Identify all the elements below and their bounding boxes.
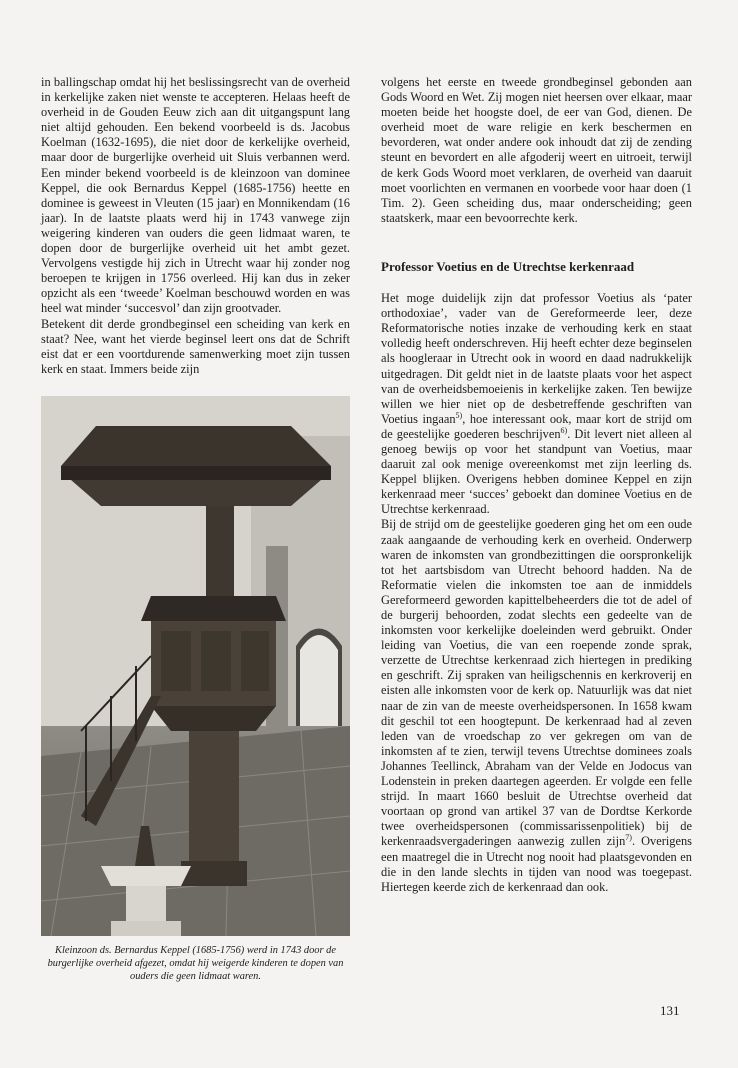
paragraph-text: . Dit levert niet alleen al genoeg bewijs op voor het standpunt van Voetius, maar daaruit zal ook menige overeenkomst met zijn leerling ds. Keppel blijken. Overigens hebben dominee Keppel en zijn kerkenraad meer ‘succes’ geboekt dan dominee Voetius en de Utrechtse kerkenraad.	[381, 426, 692, 517]
right-column	[381, 75, 692, 895]
paragraph-text: , hoe interessant ook, maar kort de strijd om de geestelijke goederen beschrijven	[381, 411, 692, 441]
body-paragraph	[381, 517, 692, 894]
footnote-marker: 7)	[625, 833, 632, 843]
page-number: 131	[660, 1003, 680, 1018]
footnote-marker: 5)	[455, 410, 463, 420]
figure-caption: Kleinzoon ds. Bernardus Keppel (1685-1756) werd in 1743 door de burgerlijke overheid afgezet, omdat hij weigerde kinderen te dopen van ouders die geen lidmaat waren.	[47, 945, 344, 983]
pulpit-photo	[41, 396, 350, 936]
body-paragraph: in ballingschap omdat hij het beslissingsrecht van de overheid in kerkelijke zaken niet wenste te accepteren. Helaas heeft de overheid in de Gouden Eeuw zich aan dit uitgangspunt lang niet altijd gehouden. Een bekend voorbeeld is ds. Jacobus Koelman (1632-1695), die niet door de kerkelijke overheid, maar door de burgerlijke overheid uit Sluis verbannen werd. Een minder bekend voorbeeld is de kleinzoon van dominee Keppel, die ook Bernardus Keppel (1685-1756) heette en dominee is geweest in Vleuten (15 jaar) en Monnikendam (16 jaar). In de laatste plaats werd hij in 1743 vanwege zijn weigering kinderen van ouders die geen lidmaat waren, te dopen door de burgerlijke overheid uit het ambt gezet. Vervolgens vestigde hij zich in Utrecht waar hij zonder nog beroepen te krijgen in 1756 overleed. Hij kan dus in zeker opzicht als een ‘tweede’ Koelman beschouwd worden en was heel wat minder ‘succesvol’ dan zijn grootvader.	[41, 75, 350, 316]
body-paragraph	[381, 291, 692, 517]
pulpit-illustration	[41, 396, 350, 936]
body-paragraph: Betekent dit derde grondbeginsel een scheiding van kerk en staat? Nee, want het vierde beginsel leert ons dat de Schrift eist dat er een voortdurende samenwerking moet zijn tussen kerk en staat. Immers beide zijn	[41, 316, 350, 376]
footnote-marker: 6)	[560, 425, 568, 435]
paragraph-text: . Overigens een maatregel die in Utrecht nog nooit had plaatsgevonden en die in den lande slechts in tijden van nood was toegepast. Hiertegen keerde zich de kerkenraad dan ook.	[381, 834, 693, 894]
paragraph-text: Bij de strijd om de geestelijke goederen ging het om een oude zaak aangaande de verhouding kerk en overheid. Onderwerp waren de inkomsten van grondbezittingen die oorspronkelijk tot het aartsbisdom van Utrecht behoord hadden. Na de Reformatie vielen die inkomsten toe aan de inmiddels Gereformeerd geworden kapittelbeheerders die tot de adel of de burgerij behoorden, zodat slechts een gedeelte van de inkomsten voor kerkelijke doeleinden werd gebruikt. Onder leiding van Voetius, die van een roepende zonde sprak, verzette de Utrechtse kerkenraad zich hiertegen in prediking en geschrift. Zij spraken van heiligschennis en kerkroverij en eisten alle inkomsten voor de kerk op. Natuurlijk was dat niet naar de zin van de meeste overheidspersonen. In 1658 kwam dit geschil tot een hoogtepunt. De kerkenraad had al zeven leden van de vroedschap zo ver gekregen om van de inkomsten af te zien, terwijl tevens Utrechtse dominees zoals Johannes Teellinck, Abraham van der Velde en Jodocus van Lodenstein in preken daartegen ageerden. Er volgde een felle strijd. In maart 1660 besluit de Utrechtse overheid dat voortaan op grond van artikel 37 van de Dordtse Kerkorde twee overheidspersonen (commissarissenpolitiek) bij de kerkenraadsvergaderingen aanwezig zullen zijn	[381, 517, 692, 849]
body-paragraph: volgens het eerste en tweede grondbeginsel gebonden aan Gods Woord en Wet. Zij mogen niet heersen over elkaar, maar moeten beide het hoogste doel, de eer van God, dienen. De overheid moet de ware religie en kerk beschermen en bevorderen, wat onder andere ook inhoudt dat zij de zending steunt en bevordert en alle afgoderij weert en uitroeit, terwijl de kerk Gods Woord moet verklaren, de overheid van daaruit moet voorlichten en vermanen en voorbede voor haar doen (1 Tim. 2). Geen scheiding dus, maar onderscheiding; geen staatskerk, maar een bevoorrechte kerk.	[381, 75, 692, 225]
paragraph-text: Het moge duidelijk zijn dat professor Voetius als ‘pater orthodoxiae’, vader van de Gereformeerde leer, deze Reformatorische noties inzake de verhouding kerk en staat volledig heeft onderschreven. Hij heeft echter deze beginselen als hoogleraar in Utrecht ook in woord en daad nadrukkelijk uitgedragen. Dit geldt niet in de laatste plaats voor het aspect van de overheidsbemoeienis in kerkelijke zaken. Ten bewijze willen we hier niet op de desbetreffende geschriften van Voetius ingaan	[381, 291, 692, 426]
section-heading: Professor Voetius en de Utrechtse kerkenraad	[381, 258, 635, 274]
left-column	[41, 75, 350, 377]
